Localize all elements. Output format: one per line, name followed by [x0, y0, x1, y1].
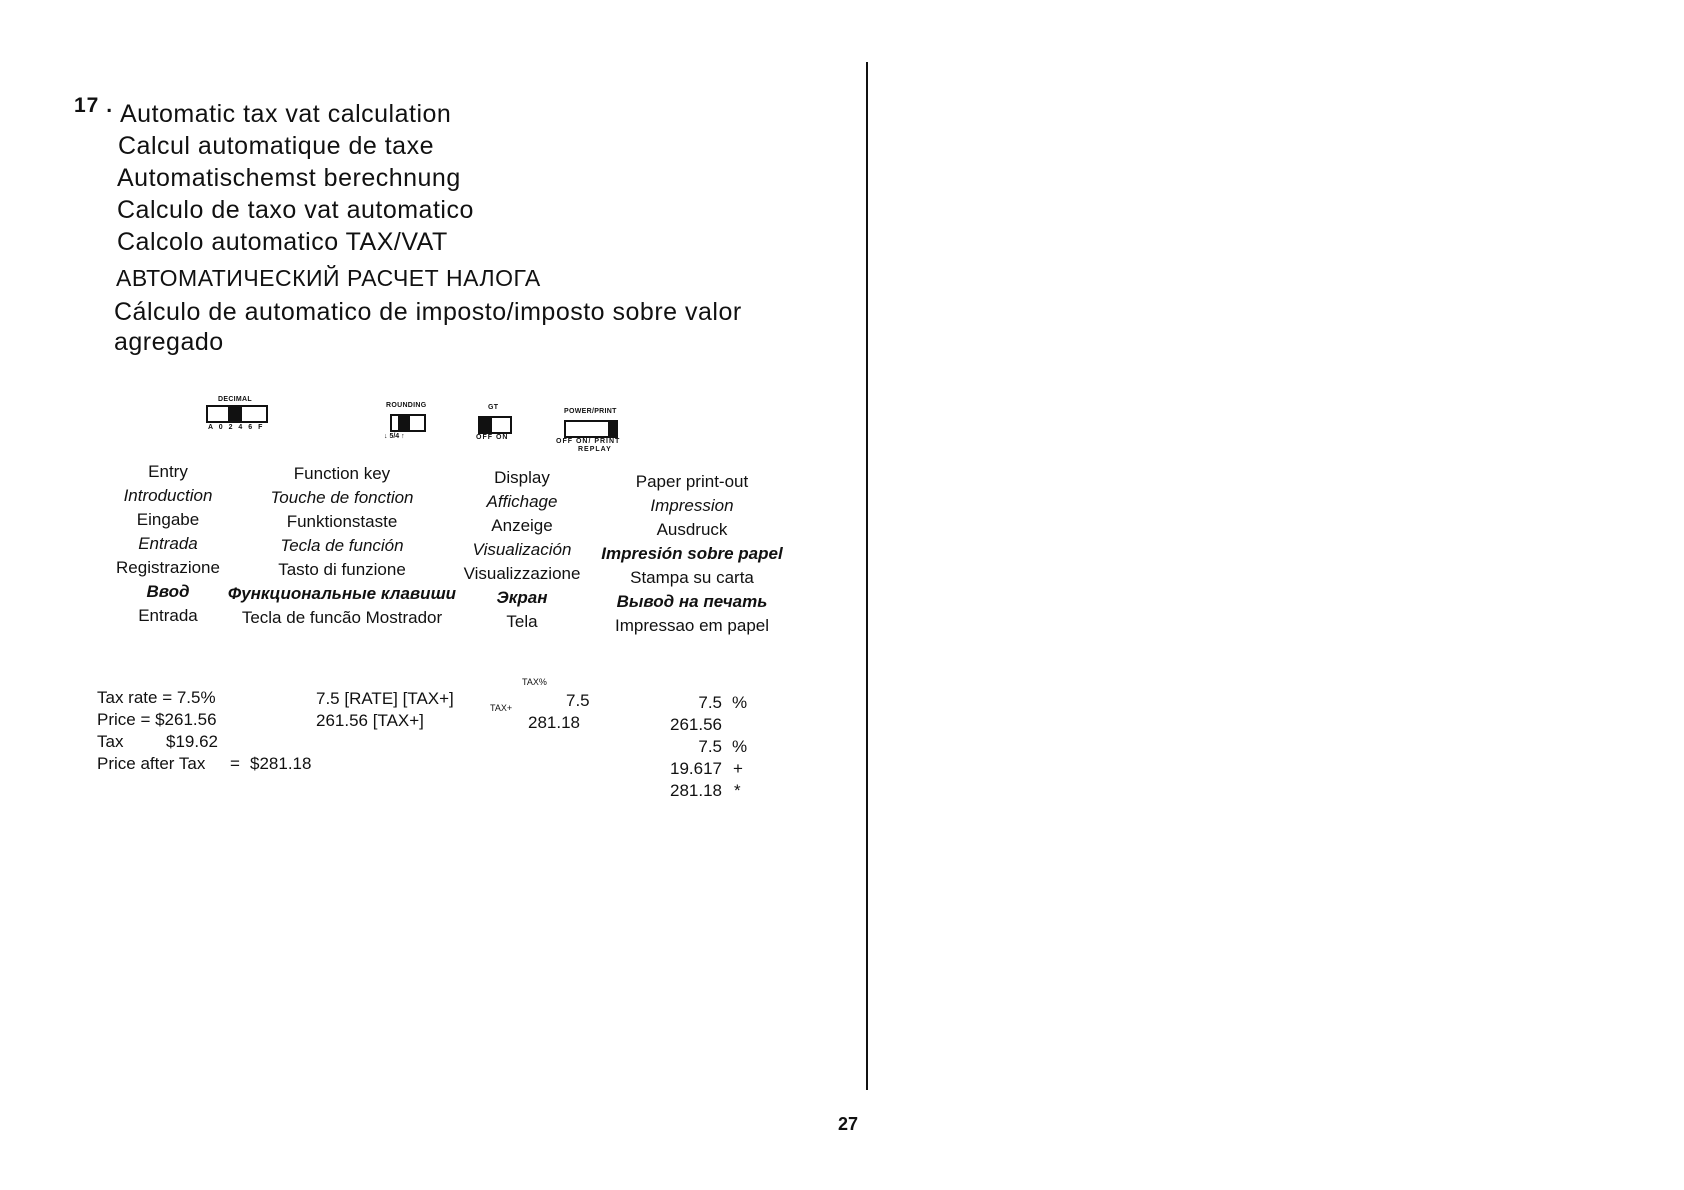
paper-en: Paper print-out — [635, 472, 749, 491]
entry-it: Registrazione — [116, 558, 220, 577]
display-value-rate: 7.5 — [566, 691, 590, 710]
function-key-column — [222, 462, 462, 630]
printout-line-5-value: 281.18 — [670, 781, 722, 800]
function-key-ru: Функциональные клавиши — [227, 584, 457, 603]
display-it: Visualizzazione — [463, 564, 581, 583]
display-en: Display — [494, 468, 550, 487]
paper-de: Ausdruck — [656, 520, 728, 539]
display-es: Visualización — [472, 540, 572, 559]
display-pt: Tela — [506, 612, 538, 631]
paper-pt: Impressao em papel — [614, 616, 770, 635]
title-it: Calcolo automatico TAX/VAT — [117, 228, 448, 256]
example-equals: = — [230, 754, 240, 773]
round-down-icon: ↓ — [384, 433, 388, 440]
rounding-switch-label: ROUNDING — [386, 402, 427, 409]
display-indicator-tax-rate: TAX% — [522, 677, 547, 687]
display-column — [452, 466, 592, 634]
example-keys-price: 261.56 [TAX+] — [316, 711, 424, 730]
paper-es: Impresión sobre papel — [601, 544, 783, 563]
title-pt-cont: agregado — [114, 328, 224, 356]
printout-line-5-sym: * — [734, 781, 741, 800]
example-tax-label: Tax — [97, 732, 124, 751]
printout-line-3-sym: % — [732, 737, 748, 756]
example-keys-rate: 7.5 [RATE] [TAX+] — [316, 689, 454, 708]
function-key-fr: Touche de fonction — [270, 488, 414, 507]
title-es: Calculo de taxo vat automatico — [117, 196, 474, 224]
decimal-switch — [204, 396, 274, 436]
title-de: Automatischemst berechnung — [117, 164, 461, 192]
paper-it: Stampa su carta — [630, 568, 754, 587]
example-price: Price = $261.56 — [97, 710, 217, 729]
display-value-total: 281.18 — [528, 713, 580, 732]
decimal-switch-label: DECIMAL — [218, 396, 252, 403]
gt-switch — [476, 404, 516, 444]
power-print-switch-sub: REPLAY — [578, 446, 612, 453]
printout-line-3-value: 7.5 — [698, 737, 722, 756]
printout-line-1-value: 7.5 — [698, 693, 722, 712]
gt-switch-label: GT — [488, 404, 499, 411]
printout-line-2-value: 261.56 — [670, 715, 722, 734]
example-tax-amount: $19.62 — [166, 732, 218, 751]
display-fr: Affichage — [486, 492, 558, 511]
rounding-switch-knob — [398, 414, 410, 432]
page-number: 27 — [838, 1114, 859, 1134]
example-tax-rate: Tax rate = 7.5% — [97, 688, 216, 707]
title-ru: АВТОМАТИЧЕСКИЙ РАСЧЕТ НАЛОГА — [116, 265, 541, 291]
page-divider — [866, 62, 868, 1090]
title-pt: Cálculo de automatico de imposto/imposto sobre valor — [114, 298, 742, 326]
display-ru: Экран — [496, 588, 548, 607]
rounding-switch-ratio: 5/4 — [389, 433, 400, 440]
entry-pt: Entrada — [138, 606, 198, 625]
function-key-en: Function key — [293, 464, 391, 483]
function-key-pt: Tecla de funcão Mostrador — [241, 608, 443, 627]
round-up-icon: ↑ — [401, 433, 405, 440]
entry-ru: Ввод — [146, 582, 190, 601]
entry-column — [100, 460, 236, 628]
power-print-switch-knob — [608, 420, 618, 438]
title-en: Automatic tax vat calculation — [120, 100, 452, 128]
display-indicator-tax-plus: TAX+ — [490, 703, 513, 713]
power-print-switch — [556, 408, 636, 456]
entry-de: Eingabe — [136, 510, 200, 529]
display-de: Anzeige — [491, 516, 553, 535]
printout-line-1-sym: % — [732, 693, 748, 712]
power-print-switch-label: POWER/PRINT — [564, 408, 617, 415]
function-key-es: Tecla de función — [280, 536, 404, 555]
function-key-de: Funktionstaste — [286, 512, 398, 531]
rounding-switch — [384, 402, 444, 446]
paper-fr: Impression — [650, 496, 734, 515]
section-number: 17 . — [74, 94, 114, 117]
printout-line-4-value: 19.617 — [670, 759, 722, 778]
decimal-switch-knob — [228, 405, 242, 423]
example-price-after-tax: $281.18 — [250, 754, 312, 773]
paper-ru: Вывод на печать — [616, 592, 768, 611]
gt-switch-ticks: OFF ON — [476, 434, 509, 441]
entry-es: Entrada — [138, 534, 198, 553]
power-print-switch-ticks: OFF ON/ PRINT — [556, 438, 621, 445]
example-price-after-tax-label: Price after Tax — [97, 754, 206, 773]
decimal-switch-ticks: A 0 2 4 6 F — [208, 424, 265, 431]
rounding-switch-ticks — [384, 433, 405, 440]
entry-fr: Introduction — [123, 486, 213, 505]
paper-printout-column — [592, 470, 792, 638]
printout-line-4-sym: + — [733, 759, 743, 778]
title-fr: Calcul automatique de taxe — [118, 132, 434, 160]
function-key-it: Tasto di funzione — [278, 560, 406, 579]
gt-switch-knob — [478, 416, 492, 434]
entry-en: Entry — [148, 462, 188, 481]
